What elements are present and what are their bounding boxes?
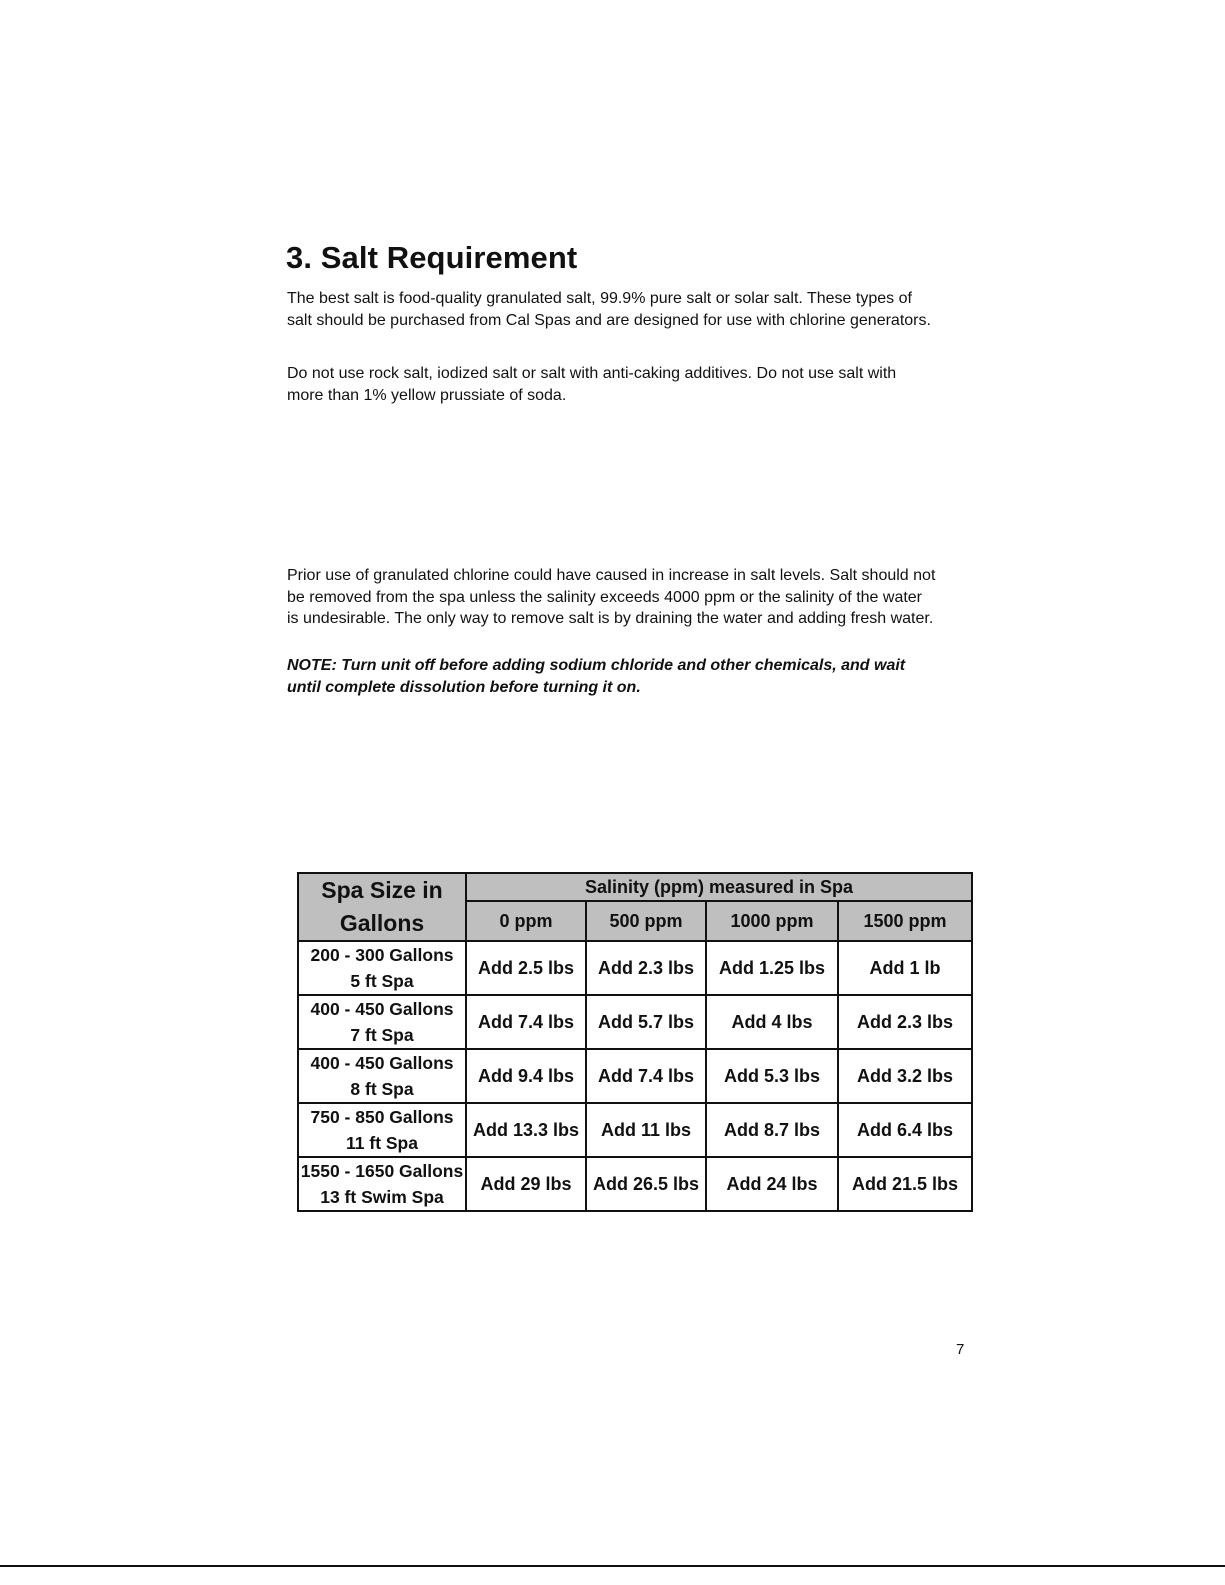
table-cell: Add 2.3 lbs xyxy=(838,995,972,1049)
table-cell: Add 13.3 lbs xyxy=(466,1103,586,1157)
table-cell: Add 8.7 lbs xyxy=(706,1103,838,1157)
row-spa-size: 7 ft Spa xyxy=(350,1025,414,1045)
table-cell: Add 4 lbs xyxy=(706,995,838,1049)
table-cell: Add 6.4 lbs xyxy=(838,1103,972,1157)
table-row xyxy=(298,995,972,1049)
row-header xyxy=(298,1157,466,1211)
column-header: 0 ppm xyxy=(466,901,586,941)
row-header xyxy=(298,941,466,995)
table-cell: Add 5.3 lbs xyxy=(706,1049,838,1103)
row-gallons: 1550 - 1650 Gallons xyxy=(300,1161,464,1181)
row-spa-size: 11 ft Spa xyxy=(346,1133,418,1153)
table-cell: Add 9.4 lbs xyxy=(466,1049,586,1103)
paragraph-salt-removal: Prior use of granulated chlorine could have caused in increase in salt levels. Salt should not be removed from the spa unless the salinity exceeds 4000 ppm or the salinity of the water is undesirable. The only way to remove salt is by draining the water and adding fresh water. xyxy=(287,567,936,627)
table-cell: Add 1 lb xyxy=(838,941,972,995)
row-gallons: 400 - 450 Gallons xyxy=(310,999,454,1019)
table-row xyxy=(298,1049,972,1103)
table-cell: Add 5.7 lbs xyxy=(586,995,706,1049)
row-header xyxy=(298,1049,466,1103)
table-cell: Add 7.4 lbs xyxy=(466,995,586,1049)
row-gallons: 200 - 300 Gallons xyxy=(310,945,454,965)
table-row xyxy=(298,941,972,995)
table-cell: Add 24 lbs xyxy=(706,1157,838,1211)
column-header: 1000 ppm xyxy=(706,901,838,941)
table-cell: Add 2.3 lbs xyxy=(586,941,706,995)
table-row xyxy=(298,1103,972,1157)
table-cell: Add 26.5 lbs xyxy=(586,1157,706,1211)
column-header: 1500 ppm xyxy=(838,901,972,941)
table-cell: Add 2.5 lbs xyxy=(466,941,586,995)
row-header xyxy=(298,1103,466,1157)
paragraph-salt-type: The best salt is food-quality granulated salt, 99.9% pure salt or solar salt. These types of salt should be purchased from Cal Spas and are designed for use with chlorine generators. xyxy=(287,290,931,329)
table-cell: Add 1.25 lbs xyxy=(706,941,838,995)
table-cell: Add 29 lbs xyxy=(466,1157,586,1211)
table-row xyxy=(298,1157,972,1211)
row-header xyxy=(298,995,466,1049)
note-text: NOTE: Turn unit off before adding sodium chloride and other chemicals, and wait until complete dissolution before turning it on. xyxy=(287,657,906,696)
table-cell: Add 3.2 lbs xyxy=(838,1049,972,1103)
page-number: 7 xyxy=(956,1341,965,1358)
salt-dosage-table xyxy=(297,872,973,1212)
table-cell: Add 7.4 lbs xyxy=(586,1049,706,1103)
row-spa-size: 13 ft Swim Spa xyxy=(320,1187,444,1207)
salinity-header: Salinity (ppm) measured in Spa xyxy=(466,873,972,901)
row-spa-size: 8 ft Spa xyxy=(350,1079,414,1099)
table-cell: Add 11 lbs xyxy=(586,1103,706,1157)
bottom-divider xyxy=(0,1565,1225,1567)
row-gallons: 400 - 450 Gallons xyxy=(310,1053,454,1073)
column-header: 500 ppm xyxy=(586,901,706,941)
page-title: 3. Salt Requirement xyxy=(286,240,578,275)
spa-size-header: Spa Size in Gallons xyxy=(298,873,466,941)
paragraph-salt-warning: Do not use rock salt, iodized salt or salt with anti-caking additives. Do not use salt with more than 1% yellow prussiate of soda. xyxy=(287,365,897,404)
row-spa-size: 5 ft Spa xyxy=(350,971,414,991)
row-gallons: 750 - 850 Gallons xyxy=(310,1107,454,1127)
table-cell: Add 21.5 lbs xyxy=(838,1157,972,1211)
